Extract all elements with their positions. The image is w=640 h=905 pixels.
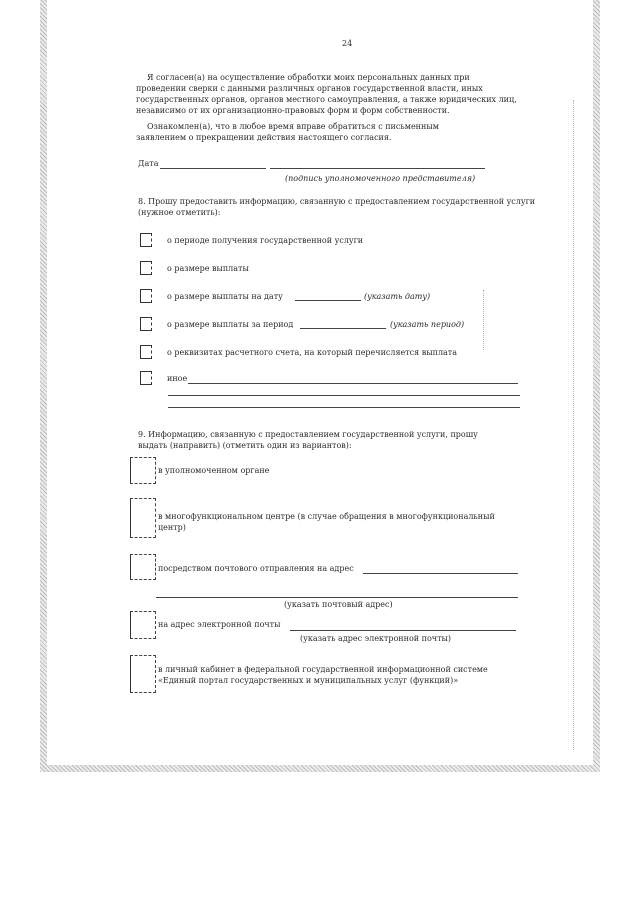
signature-caption: (подпись уполномоченного представителя) bbox=[285, 174, 476, 183]
option-label: в многофункциональном центре (в случае обращения в многофункциональный bbox=[158, 512, 495, 521]
section9-title: 9. Информацию, связанную с предоставлением государственной услуги, прошу bbox=[138, 430, 478, 439]
consent-line: Я согласен(а) на осуществление обработки моих персональных данных при bbox=[147, 73, 470, 82]
option-hint: (указать адрес электронной почты) bbox=[300, 634, 451, 643]
checkbox-mfc[interactable] bbox=[130, 498, 156, 538]
checkbox-email[interactable] bbox=[130, 611, 156, 639]
consent-line: независимо от их организационно-правовых форм и форм собственности. bbox=[136, 106, 450, 115]
section8-title: (нужное отметить): bbox=[138, 208, 221, 217]
consent-line: заявлением о прекращении действия настоящего согласия. bbox=[136, 133, 392, 142]
postal-address-line[interactable] bbox=[156, 597, 518, 598]
period-input-line[interactable] bbox=[300, 328, 386, 329]
postal-address-line[interactable] bbox=[363, 573, 518, 574]
option-hint: (указать период) bbox=[390, 320, 465, 329]
option-label: на адрес электронной почты bbox=[158, 620, 281, 629]
checkbox-other[interactable] bbox=[140, 371, 152, 385]
section8-title: 8. Прошу предоставить информацию, связанную с предоставлением государственной услуги bbox=[138, 197, 536, 206]
checkbox-amount-on-date[interactable] bbox=[140, 289, 152, 303]
other-input-line[interactable] bbox=[168, 407, 520, 408]
date-field[interactable] bbox=[160, 168, 266, 169]
option-label: центр) bbox=[158, 523, 186, 532]
option-label: в личный кабинет в федеральной государственной информационной системе bbox=[158, 665, 488, 674]
option-label: о размере выплаты bbox=[167, 264, 249, 273]
option-label: иное bbox=[167, 374, 188, 383]
checkbox-amount-for-period[interactable] bbox=[140, 317, 152, 331]
checkbox-payment-amount[interactable] bbox=[140, 261, 152, 275]
date-input-line[interactable] bbox=[295, 300, 361, 301]
other-input-line[interactable] bbox=[188, 383, 518, 384]
consent-line: Ознакомлен(а), что в любое время вправе обратиться с письменным bbox=[147, 122, 439, 131]
consent-line: государственных органов, органов местного самоуправления, а также юридических лиц, bbox=[136, 95, 517, 104]
consent-line: проведении сверки с данными различных органов государственной власти, иных bbox=[136, 84, 483, 93]
signature-field[interactable] bbox=[270, 168, 485, 169]
email-input-line[interactable] bbox=[290, 630, 516, 631]
checkbox-account-details[interactable] bbox=[140, 345, 152, 359]
option-hint: (указать дату) bbox=[364, 292, 431, 301]
checkbox-period-of-service[interactable] bbox=[140, 233, 152, 247]
page-number: 24 bbox=[342, 39, 353, 48]
option-label: в уполномоченном органе bbox=[158, 466, 270, 475]
checkbox-postal[interactable] bbox=[130, 554, 156, 580]
option-label: о размере выплаты на дату bbox=[167, 292, 283, 301]
option-label: о реквизитах расчетного счета, на который перечисляется выплата bbox=[167, 348, 457, 357]
checkbox-gosuslugi[interactable] bbox=[130, 655, 156, 693]
scan-guide-line bbox=[573, 100, 574, 750]
option-label: «Единый портал государственных и муниципальных услуг (функций)» bbox=[158, 676, 459, 685]
scan-guide-line bbox=[483, 290, 484, 350]
option-hint: (указать почтовый адрес) bbox=[284, 600, 393, 609]
section9-title: выдать (направить) (отметить один из вариантов): bbox=[138, 441, 352, 450]
checkbox-authorized-body[interactable] bbox=[130, 457, 156, 484]
option-label: о периоде получения государственной услуги bbox=[167, 236, 364, 245]
option-label: о размере выплаты за период bbox=[167, 320, 294, 329]
other-input-line[interactable] bbox=[168, 395, 520, 396]
option-label: посредством почтового отправления на адрес bbox=[158, 564, 354, 573]
date-label: Дата bbox=[138, 159, 159, 168]
